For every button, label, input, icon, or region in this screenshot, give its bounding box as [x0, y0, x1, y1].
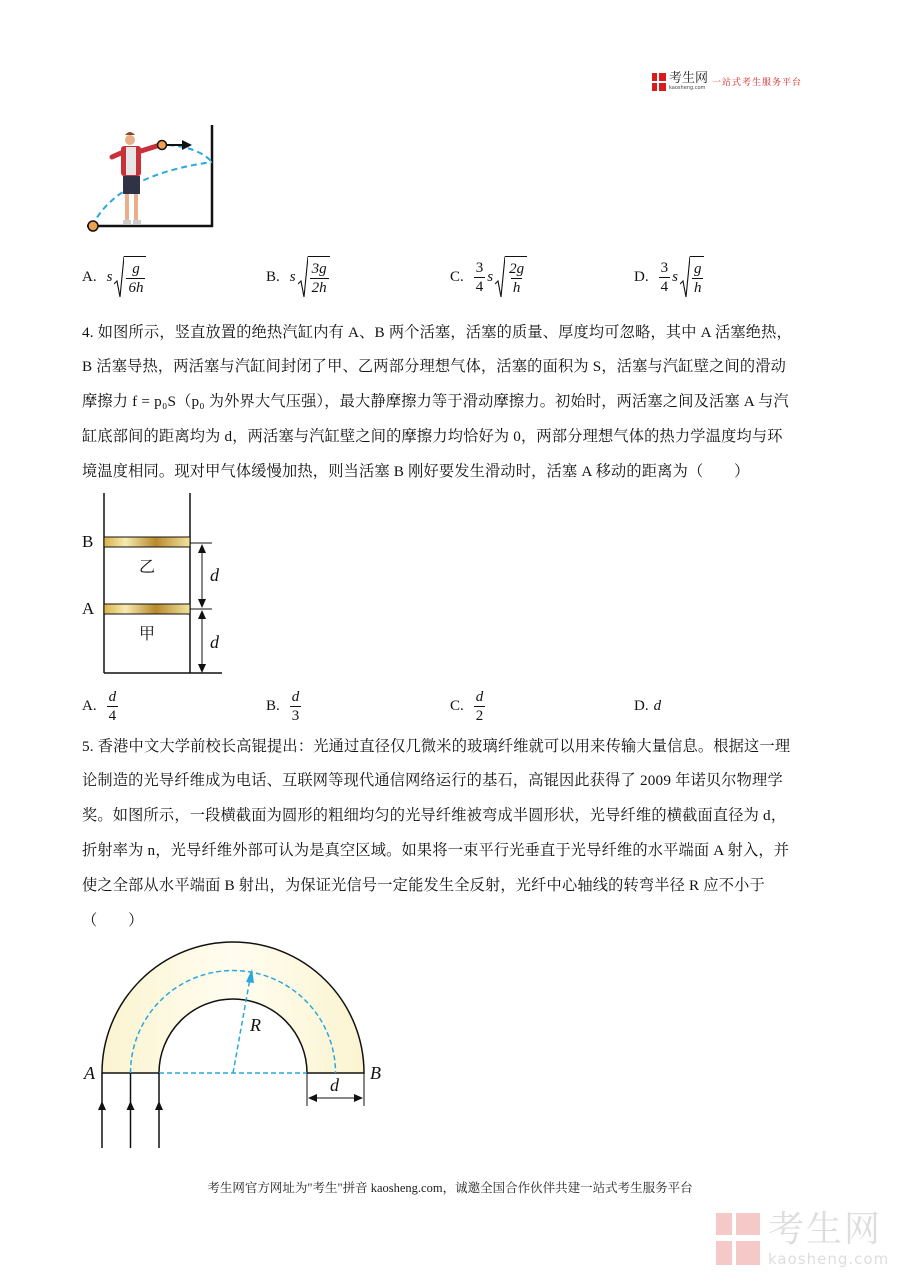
option-label: C.: [450, 698, 464, 714]
coef-den: 4: [475, 278, 484, 295]
dim-d-upper: d: [210, 565, 219, 585]
frac-den: 2h: [311, 280, 327, 296]
frac-num: d: [108, 688, 117, 705]
header-slogan: 一站式考生服务平台: [712, 78, 803, 89]
sqrt-sign: [298, 256, 330, 298]
coef-num: 3: [475, 259, 484, 276]
q4-cylinder-figure: [78, 493, 238, 678]
fiber-body: [102, 942, 364, 1073]
option-var: s: [289, 269, 296, 285]
end-a-label: A: [84, 1063, 95, 1083]
frac-den: 6h: [128, 280, 144, 296]
ball-ground: [88, 221, 98, 231]
frac-den: h: [512, 280, 521, 296]
radical-icon: [298, 256, 308, 298]
option-var: s: [106, 269, 113, 285]
option-label: D.: [634, 269, 649, 285]
option-label: A.: [82, 698, 97, 714]
frac-den: 4: [108, 707, 117, 724]
frac-num: 3g: [311, 261, 327, 277]
kaosheng-logo-icon: [652, 73, 666, 91]
q4-option-b[interactable]: [266, 683, 301, 729]
watermark-en: kaosheng.com: [768, 1250, 890, 1268]
sqrt-sign: [680, 256, 705, 298]
q3-option-d[interactable]: [634, 254, 704, 300]
radical-icon: [680, 256, 690, 298]
q5-text-line: 折射率为 n，光导纤维外部可认为是真空区域。如果将一束平行光垂直于光导纤维的水平端面 A 射入，并: [82, 842, 790, 859]
q5-text-line: （ ）: [82, 912, 144, 929]
radical-icon: [495, 256, 505, 298]
radical-icon: [114, 256, 124, 298]
logo-chinese-text: 考生网: [669, 71, 709, 86]
q3-option-b[interactable]: [266, 254, 330, 300]
option-var: s: [672, 269, 678, 285]
frac-den: 3: [291, 707, 300, 724]
q3-option-c[interactable]: [450, 254, 527, 300]
radius-r-label: R: [250, 1015, 261, 1035]
watermark-logo-icon: [716, 1213, 760, 1265]
q4-option-d[interactable]: [634, 683, 661, 729]
piston-b: [104, 537, 190, 547]
end-b-label: B: [370, 1063, 381, 1083]
option-label: D.: [634, 698, 649, 714]
q5-text-line: 论制造的光导纤维成为电话、互联网等现代通信网络运行的基石，高锟因此获得了 2009 年诺贝尔物理学: [82, 772, 783, 789]
trajectory-upper: [168, 145, 212, 162]
q3-option-a[interactable]: [82, 254, 146, 300]
option-label: C.: [450, 269, 464, 285]
watermark-logo: [716, 1210, 889, 1268]
sqrt-sign: [114, 256, 146, 298]
frac-num: d: [291, 688, 300, 705]
option-var: s: [487, 269, 494, 285]
coef-num: 3: [660, 259, 669, 276]
q4-option-c[interactable]: [450, 683, 485, 729]
option-value: d: [653, 698, 662, 714]
gas-jia-label: 甲: [139, 624, 156, 643]
frac-num: d: [475, 688, 484, 705]
logo-english-text: kaosheng.com: [669, 85, 706, 92]
frac-num: g: [132, 261, 140, 277]
piston-b-label: B: [82, 532, 94, 551]
q5-fiber-figure: [78, 938, 398, 1153]
q3-projectile-figure: [78, 125, 228, 235]
q4-text-line: 缸底部间的距离均为 d，两活塞与汽缸壁之间的摩擦力均恰好为 0，两部分理想气体的热力学温度均与环: [82, 428, 783, 445]
footer-text: 考生网官方网址为"考生"拼音 kaosheng.com，诚邀全国合作伙伴共建一站式考生服务平台: [207, 1181, 693, 1195]
q4-text-line: 境温度相同。现对甲气体缓慢加热，则当活塞 B 刚好要发生滑动时，活塞 A 移动的距离为（ ）: [82, 463, 750, 480]
sqrt-sign: [495, 256, 527, 298]
frac-den: h: [693, 280, 702, 296]
header-logo: [652, 72, 802, 92]
q4-text-line: 摩擦力 f = p₀S（p₀ 为外界大气压强），最大静摩擦力等于滑动摩擦力。初始时，两活塞之间及活塞 A 与汽: [82, 393, 789, 410]
option-label: A.: [82, 269, 97, 285]
watermark-cn: 考生网: [768, 1209, 883, 1250]
q5-text-line: 5. 香港中文大学前校长高锟提出：光通过直径仅几微米的玻璃纤维就可以用来传输大量信息。根据这一理: [82, 738, 791, 755]
piston-a: [104, 604, 190, 614]
gas-yi-label: 乙: [139, 557, 156, 576]
trajectory-lower: [92, 162, 212, 226]
q5-text-line: 奖。如图所示，一段横截面为圆形的粗细均匀的光导纤维被弯成半圆形状，光导纤维的横截面直径为 d，: [82, 807, 787, 824]
dim-d-lower: d: [210, 632, 219, 652]
q4-text-line: 4. 如图所示，竖直放置的绝热汽缸内有 A、B 两个活塞，活塞的质量、厚度均可忽略，其中 A 活塞绝热，: [82, 324, 792, 341]
coef-den: 4: [660, 278, 669, 295]
q5-text-line: 使之全部从水平端面 B 射出，为保证光信号一定能发生全反射，光纤中心轴线的转弯半径 R 应不小于: [82, 877, 765, 894]
frac-den: 2: [475, 707, 484, 724]
person-figure: [112, 132, 160, 224]
q4-text-line: B 活塞导热，两活塞与汽缸间封闭了甲、乙两部分理想气体，活塞的面积为 S，活塞与汽缸壁之间的滑动: [82, 358, 787, 375]
frac-num: g: [693, 261, 702, 277]
diameter-d-label: d: [330, 1075, 339, 1095]
frac-num: 2g: [509, 261, 525, 277]
piston-a-label: A: [82, 599, 95, 618]
option-label: B.: [266, 269, 280, 285]
q4-option-a[interactable]: [82, 683, 118, 729]
ball-top: [158, 141, 167, 150]
option-label: B.: [266, 698, 280, 714]
